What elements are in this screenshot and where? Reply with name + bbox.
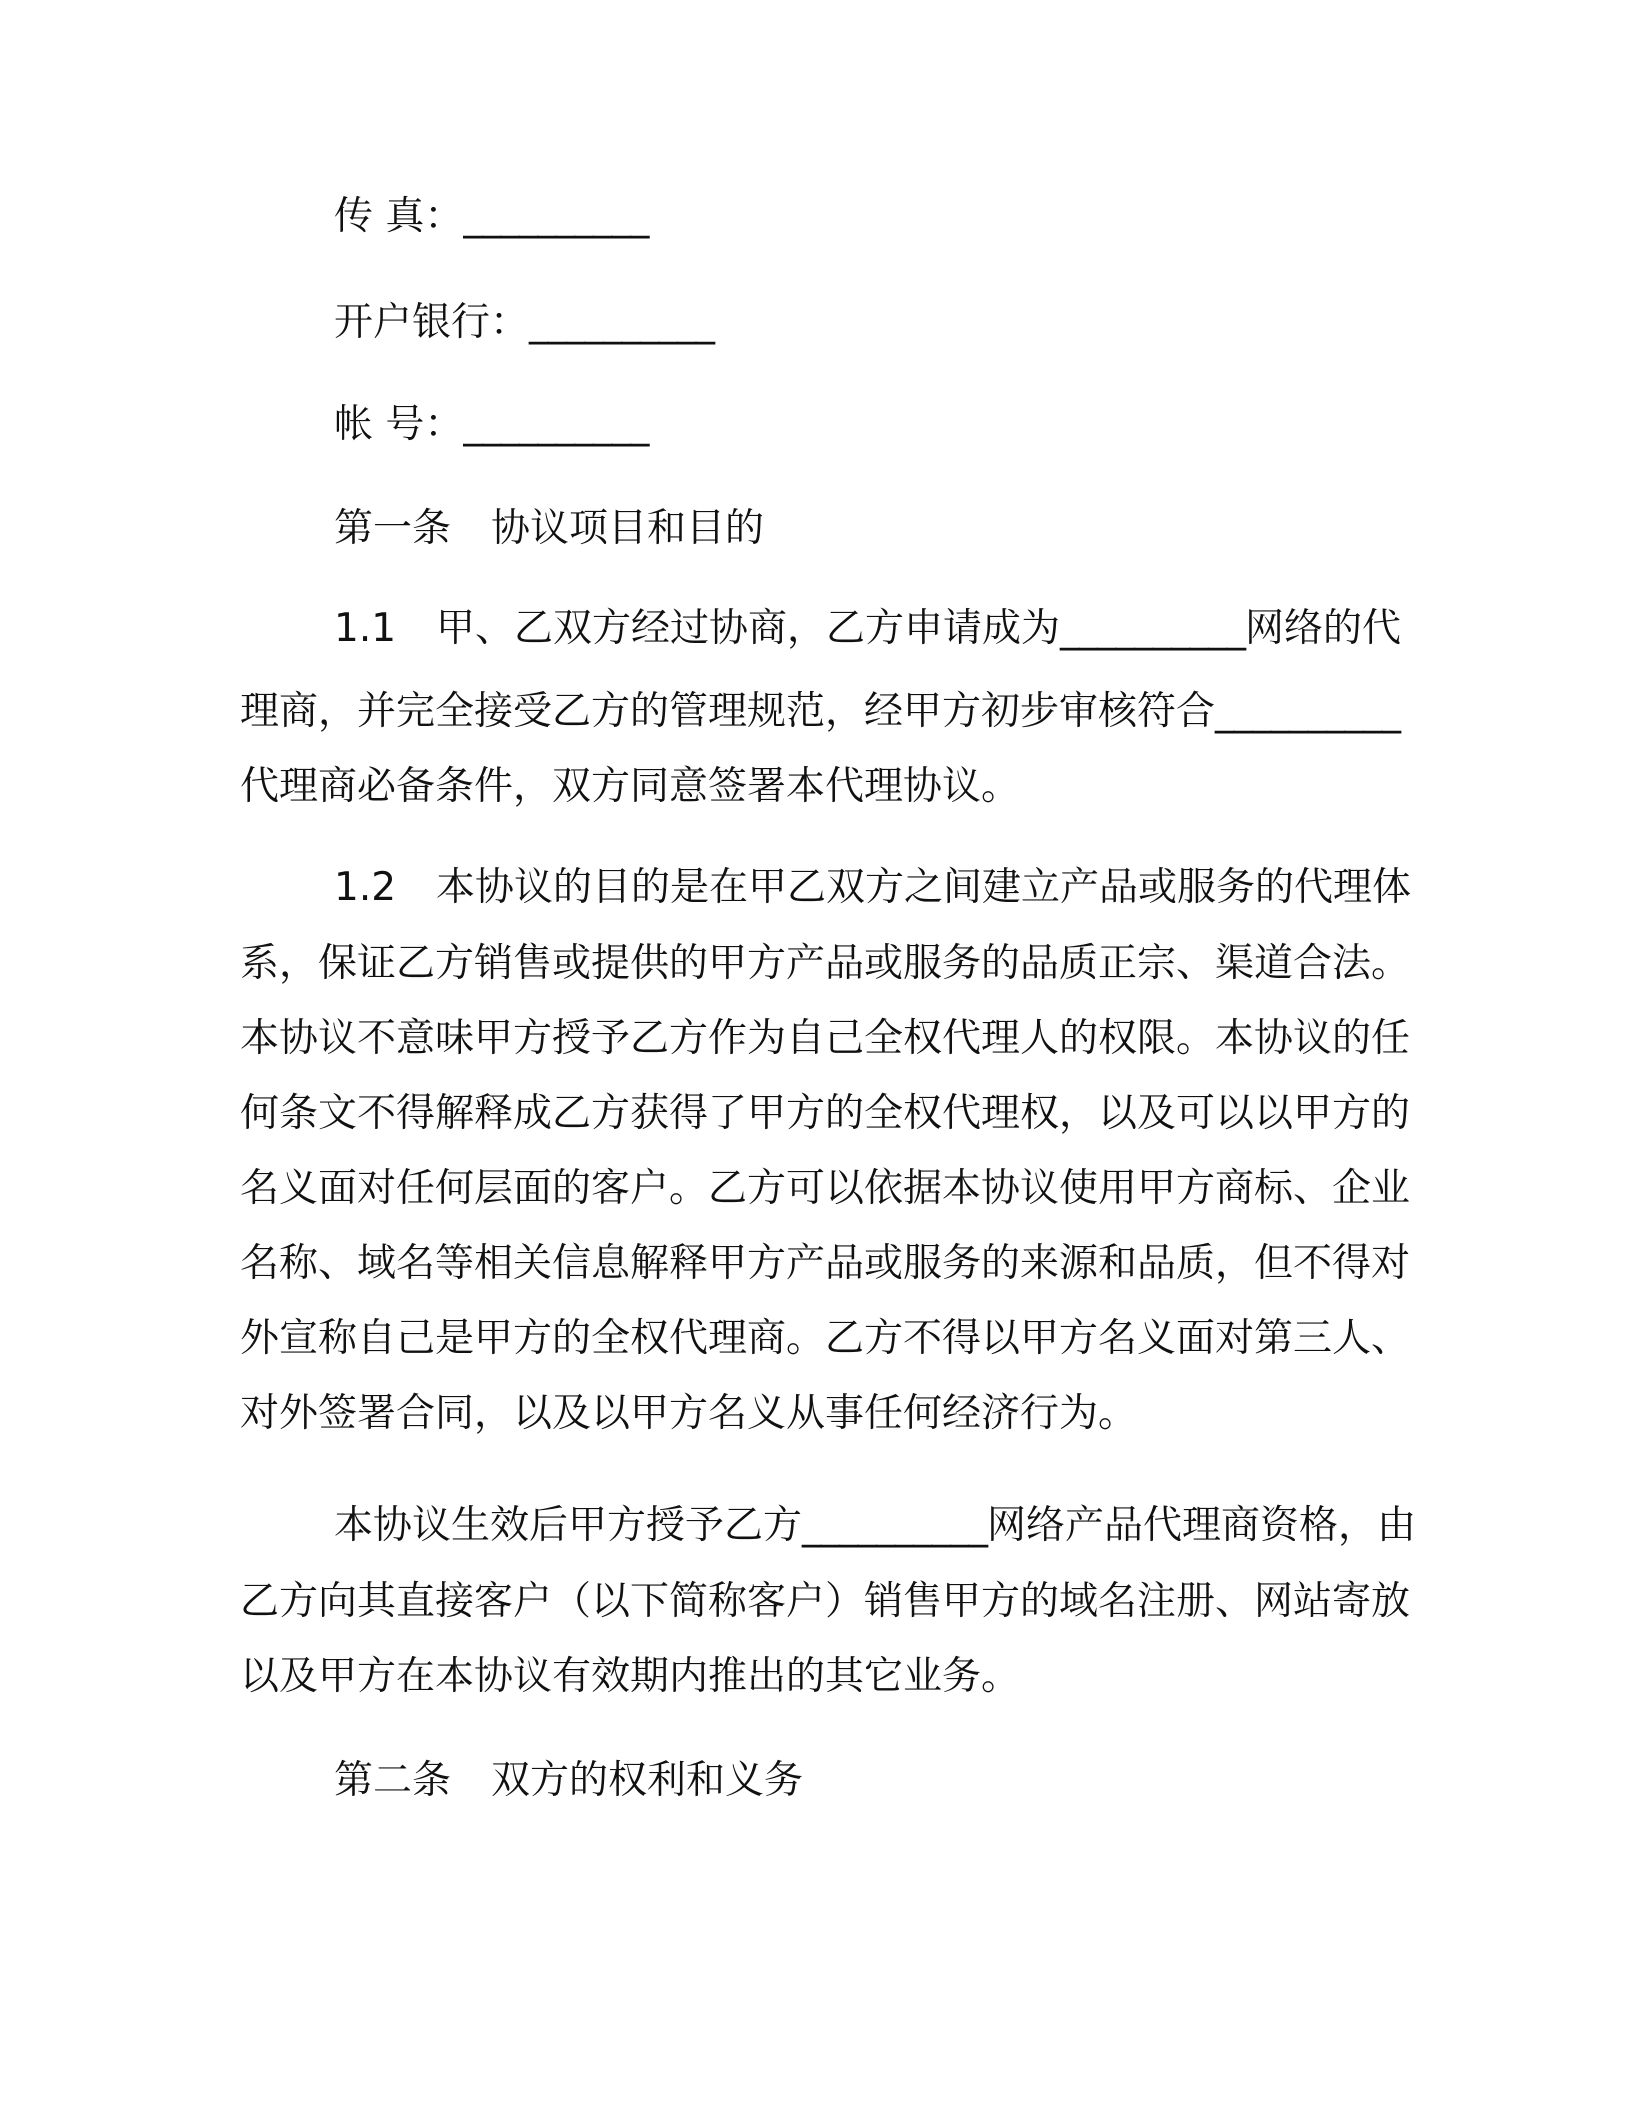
article1-title: 协议项目和目的 — [491, 506, 765, 551]
fax-blank: __________ — [463, 194, 649, 239]
clause-text: 乙方向其直接客户（以下简称客户）销售甲方的域名注册、网站寄放 — [240, 1579, 1411, 1624]
clause-text: 本协议不意味甲方授予乙方作为自己全权代理人的权限。本协议的任 — [240, 1016, 1411, 1061]
clause-text: 名称、域名等相关信息解释甲方产品或服务的来源和品质，但不得对 — [240, 1241, 1411, 1286]
clause-text: 名义面对任何层面的客户。乙方可以依据本协议使用甲方商标、企业 — [240, 1166, 1411, 1211]
clause-text: 甲、乙双方经过协商，乙方申请成为 — [436, 606, 1061, 651]
article1-heading — [334, 490, 1392, 568]
account-label: 帐 号： — [334, 402, 464, 447]
clause-1-2-number: 1.2 — [334, 865, 397, 910]
clause-1-1-line-2 — [240, 673, 1401, 751]
article2-heading — [334, 1742, 1392, 1820]
clause-1-1-line-1 — [334, 590, 1402, 668]
article1-number: 第一条 — [334, 506, 452, 551]
clause-1-2-line-5 — [240, 1150, 1411, 1228]
clause-text: 代理商必备条件，双方同意签署本代理协议。 — [240, 764, 1021, 809]
product-blank: __________ — [802, 1503, 988, 1548]
network-blank: __________ — [1060, 606, 1246, 651]
bank-blank: __________ — [529, 300, 715, 345]
clause-1-2-line-3 — [240, 1000, 1411, 1078]
conditions-blank: __________ — [1215, 689, 1401, 734]
grant-line-3 — [240, 1638, 1392, 1716]
clause-text: 网络产品代理商资格，由 — [987, 1503, 1417, 1548]
clause-text: 外宣称自己是甲方的全权代理商。乙方不得以甲方名义面对第三人、 — [240, 1316, 1411, 1361]
clause-text: 系，保证乙方销售或提供的甲方产品或服务的品质正宗、渠道合法。 — [240, 941, 1411, 986]
bank-field — [334, 284, 1392, 362]
clause-1-2-line-4 — [240, 1075, 1411, 1153]
grant-line-1 — [334, 1487, 1417, 1565]
clause-1-2-line-2 — [240, 925, 1411, 1003]
clause-1-2-line-6 — [240, 1225, 1411, 1303]
account-blank: __________ — [463, 402, 649, 447]
bank-label: 开户银行： — [334, 300, 530, 345]
clause-1-2-line-8 — [240, 1375, 1392, 1453]
clause-text: 以及甲方在本协议有效期内推出的其它业务。 — [240, 1654, 1021, 1699]
fax-field — [334, 178, 1392, 256]
clause-text: 网络的代 — [1245, 606, 1402, 651]
article2-title: 双方的权利和义务 — [491, 1758, 804, 1803]
clause-text: 本协议的目的是在甲乙双方之间建立产品或服务的代理体 — [436, 865, 1412, 910]
account-field — [334, 386, 1392, 464]
clause-text: 本协议生效后甲方授予乙方 — [334, 1503, 803, 1548]
clause-1-2-line-1 — [334, 849, 1412, 927]
clause-text: 何条文不得解释成乙方获得了甲方的全权代理权，以及可以以甲方的 — [240, 1091, 1411, 1136]
clause-1-2-line-7 — [240, 1300, 1411, 1378]
fax-label: 传 真： — [334, 194, 464, 239]
clause-text: 对外签署合同，以及以甲方名义从事任何经济行为。 — [240, 1391, 1138, 1436]
article2-number: 第二条 — [334, 1758, 452, 1803]
clause-1-1-line-3 — [240, 748, 1392, 826]
grant-line-2 — [240, 1563, 1411, 1641]
clause-1-1-number: 1.1 — [334, 606, 397, 651]
clause-text: 理商，并完全接受乙方的管理规范，经甲方初步审核符合 — [240, 689, 1216, 734]
